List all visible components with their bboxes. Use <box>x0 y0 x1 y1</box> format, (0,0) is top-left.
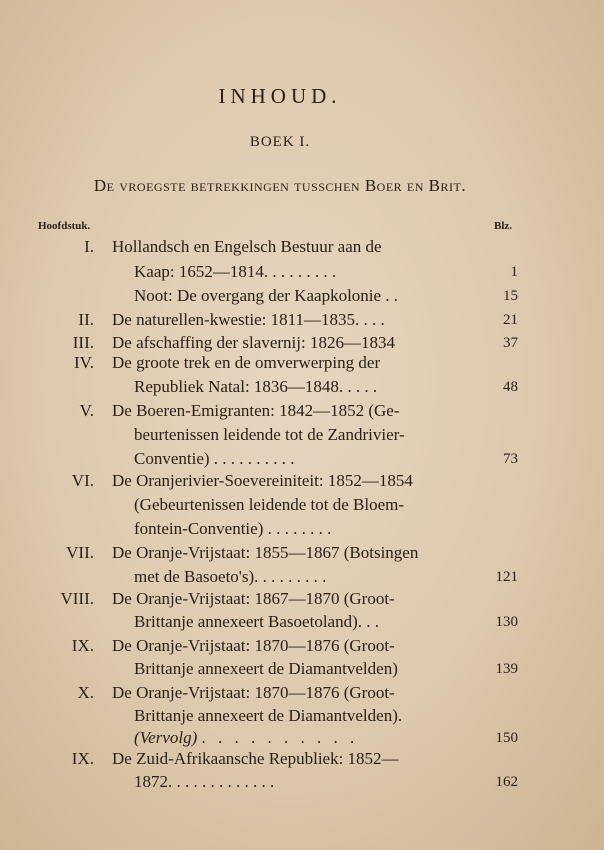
page-title: INHOUD. <box>218 84 342 108</box>
chapter-number: II. <box>78 310 94 329</box>
toc-note <box>0 283 560 309</box>
chapter-title-cont: Brittanje annexeert de Diamantvelden) <box>134 659 398 678</box>
toc-entry-9-cont <box>0 656 560 682</box>
chapter-title-cont: met de Basoeto's). . . . . . . . . <box>134 567 327 586</box>
page-number: 48 <box>503 379 518 395</box>
toc-entry-1 <box>0 234 560 260</box>
chapter-number: VII. <box>66 543 94 562</box>
toc-entry-8-cont <box>0 609 560 635</box>
chapter-number: IX. <box>71 636 94 655</box>
vervolg-label: (Vervolg) <box>134 728 198 747</box>
toc-entry-6-cont <box>0 492 560 518</box>
toc-entry-1-cont <box>0 259 560 285</box>
toc-entry-5-cont <box>0 422 560 448</box>
chapter-title-cont: Brittanje annexeert de Diamantvelden). <box>134 706 403 725</box>
chapter-title-cont: fontein-Conventie) . . . . . . . . <box>134 519 332 538</box>
page-number: 37 <box>503 335 518 351</box>
column-header-page: Blz. <box>494 220 513 232</box>
chapter-title-cont: beurtenissen leidende tot de Zandrivier- <box>134 425 405 444</box>
page-number: 73 <box>503 451 518 467</box>
chapter-title-cont: Brittanje annexeert Basoetoland). . . <box>134 612 379 631</box>
chapter-number: IV. <box>74 353 94 372</box>
page-number: 15 <box>503 288 518 304</box>
chapter-title: De naturellen-kwestie: 1811—1835. . . . <box>112 310 385 329</box>
book-subtitle: De vroegste betrekkingen tusschen Boer en Brit. <box>93 176 467 195</box>
page-number: 150 <box>495 730 518 746</box>
chapter-title-cont: Conventie) . . . . . . . . . . <box>134 449 295 468</box>
leader-dots: . . . . . . . . . . <box>201 728 359 747</box>
toc-entry-5 <box>0 398 560 424</box>
toc-entry-7 <box>0 540 560 566</box>
chapter-title: De Oranje-Vrijstaat: 1870—1876 (Groot- <box>112 636 395 655</box>
page-number: 1 <box>510 264 518 280</box>
chapter-title: De afschaffing der slavernij: 1826—1834 <box>112 333 395 352</box>
chapter-number: III. <box>72 333 94 352</box>
chapter-title: De Boeren-Emigranten: 1842—1852 (Ge- <box>112 401 400 420</box>
page-number: 162 <box>495 774 518 790</box>
toc-entry-4-cont <box>0 374 560 400</box>
chapter-title: De Oranje-Vrijstaat: 1867—1870 (Groot- <box>112 589 395 608</box>
chapter-number: VI. <box>71 471 94 490</box>
toc-entry-4 <box>0 350 560 376</box>
chapter-title-cont: Kaap: 1652—1814. . . . . . . . . <box>134 262 337 281</box>
page-number: 139 <box>495 661 518 677</box>
chapter-title: De groote trek en de omverwerping der <box>112 353 381 372</box>
toc-entry-6 <box>0 468 560 494</box>
chapter-title-cont: (Gebeurtenissen leidende tot de Bloem- <box>134 495 405 514</box>
chapter-title: De Zuid-Afrikaansche Republiek: 1852— <box>112 749 399 768</box>
page-number: 121 <box>495 569 518 585</box>
column-header-chapter: Hoofdstuk. <box>38 220 91 232</box>
chapter-number: VIII. <box>60 589 94 608</box>
chapter-title: Hollandsch en Engelsch Bestuur aan de <box>112 237 382 256</box>
chapter-number: X. <box>77 683 94 702</box>
chapter-number: IX. <box>71 749 94 768</box>
page-number: 130 <box>495 614 518 630</box>
book-title: BOEK I. <box>249 134 311 150</box>
chapter-title-cont: Republiek Natal: 1836—1848. . . . . <box>134 377 378 396</box>
toc-entry-6-cont <box>0 516 560 542</box>
chapter-number: I. <box>84 237 94 256</box>
page-number: 21 <box>503 312 518 328</box>
chapter-title: De Oranje-Vrijstaat: 1870—1876 (Groot- <box>112 683 395 702</box>
chapter-title: De Oranjerivier-Soevereiniteit: 1852—1854 <box>112 471 413 490</box>
chapter-title: De Oranje-Vrijstaat: 1855—1867 (Botsingen <box>112 543 419 562</box>
note-title: Noot: De overgang der Kaapkolonie . . <box>134 286 399 305</box>
chapter-number: V. <box>79 401 94 420</box>
toc-entry-11-cont <box>0 769 560 795</box>
chapter-title-cont: 1872. . . . . . . . . . . . . <box>134 772 275 791</box>
